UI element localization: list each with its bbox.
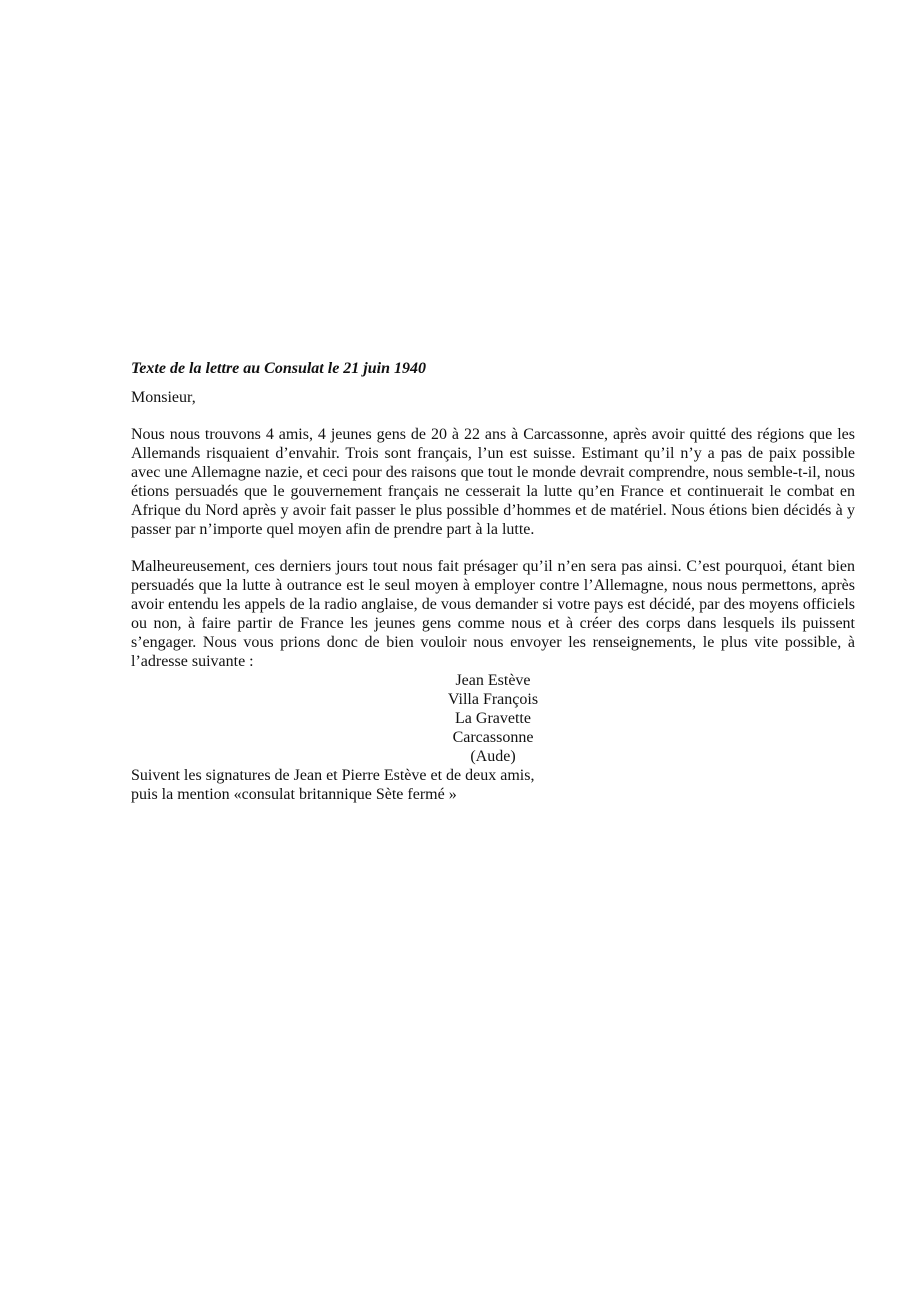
letter-content [131, 359, 855, 804]
address-line-city: Carcassonne [452, 729, 534, 746]
paragraph-2: Malheureusement, ces derniers jours tout nous fait présager qu’il n’en sera pas ainsi. C’est pourquoi, étant bien persuadés que la lutte à outrance est le seul moyen à employer contre l’Allemagne, nous nous permettons, après avoir entendu les appels de la radio anglaise, de vous demander si votre pays est décidé, par des moyens officiels ou non, à faire partir de France les jeunes gens comme nous et à créer des corps dans lesquels ils puissent s’engager. Nous vous prions donc de bien vouloir nous envoyer les renseignements, le plus vite possible, à l’adresse suivante : [131, 558, 855, 670]
salutation: Monsieur, [131, 389, 196, 406]
paragraph-1: Nous nous trouvons 4 amis, 4 jeunes gens de 20 à 22 ans à Carcassonne, après avoir quitté des régions que les Allemands risquaient d’envahir. Trois sont français, l’un est suisse. Estimant qu’il n’y a pas de paix possible avec une Allemagne nazie, et ceci pour des raisons que tout le monde devrait comprendre, nous semble-t-il, nous étions persuadés que le gouvernement français ne cesserait la lutte qu’en France et continuerait le combat en Afrique du Nord après y avoir fait passer le plus possible d’hommes et de matériel. Nous étions bien décidés à y passer par n’importe quel moyen afin de prendre part à la lutte. [131, 426, 855, 538]
address-block [131, 671, 855, 766]
address-line-locality: La Gravette [455, 710, 531, 727]
address-line-department: (Aude) [470, 748, 516, 765]
document-title: Texte de la lettre au Consulat le 21 juin 1940 [131, 360, 426, 377]
closing-line-2: puis la mention «consulat britannique Sète fermé » [131, 786, 457, 803]
closing-line-1: Suivent les signatures de Jean et Pierre Estève et de deux amis, [131, 767, 535, 784]
address-line-name: Jean Estève [455, 672, 531, 689]
address-line-villa: Villa François [447, 691, 539, 708]
